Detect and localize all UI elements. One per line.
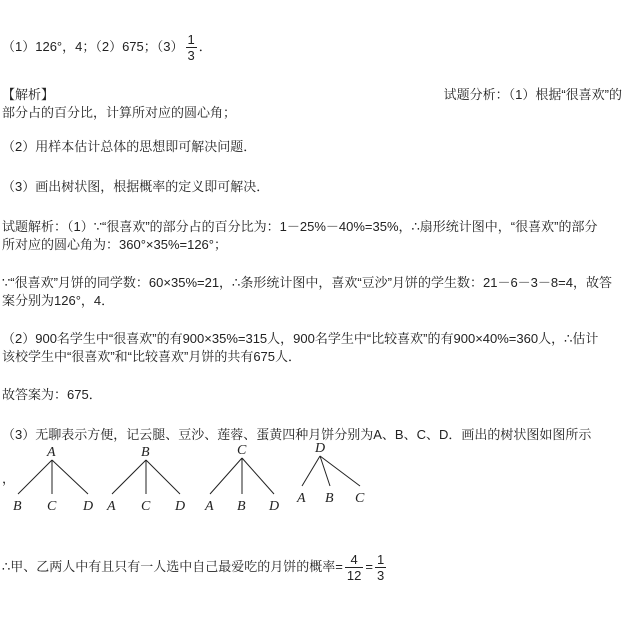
solution-line-9: ， [2, 471, 16, 486]
probability-fraction-1-denominator: 12 [346, 568, 362, 583]
solution-line-6: 该校学生中“很喜欢”和“比较喜欢”月饼的共有675人． [2, 349, 302, 364]
answer-suffix: ． [198, 38, 212, 54]
tree-branch [52, 460, 88, 494]
probability-fraction-1-numerator: 4 [345, 552, 363, 568]
probability-equals: = [365, 558, 373, 574]
tree-leaf-label: C [355, 491, 365, 506]
tree-branch [320, 456, 330, 486]
tree-A [13, 445, 93, 514]
analysis-line-3: （2）用样本估计总体的思想即可解决问题． [2, 139, 257, 154]
tree-leaf-label: A [107, 499, 116, 514]
tree-leaf-label: A [297, 491, 306, 506]
tree-B [106, 445, 185, 514]
probability-fraction-2-denominator: 3 [376, 568, 385, 583]
answer-prefix: （1）126°，4；（2）675；（3） [2, 38, 184, 54]
solution-line-4: 案分别为126°，4． [2, 293, 115, 308]
solution-line-3: ∵“很喜欢”月饼的同学数：60×35%=21，∴条形统计图中，喜欢“豆沙”月饼的学生数：21－6－3－8=4，故答 [2, 275, 612, 290]
tree-root-label: D [315, 441, 326, 456]
answer-line [2, 32, 212, 63]
tree-diagram [0, 440, 380, 520]
tree-leaf-label: D [83, 499, 94, 514]
tree-root-label: A [47, 445, 56, 460]
probability-fraction-1 [345, 552, 363, 583]
solution-line-1: 试题解析：（1）∵“很喜欢”的部分占的百分比为：1－25%－40%=35%，∴扇形统计图中，“很喜欢”的部分 [2, 219, 598, 234]
solution-line-8: （3）无聊表示方便，记云腿、豆沙、莲蓉、蛋黄四种月饼分别为A、B、C、D．画出的树状图如图所示 [2, 427, 592, 442]
tree-branch [302, 456, 320, 486]
tree-branch [18, 460, 52, 494]
probability-text: ∴甲、乙两人中有且只有一人选中自己最爱吃的月饼的概率= [2, 558, 343, 574]
tree-leaf-label: B [325, 491, 334, 506]
answer-fraction-numerator: 1 [187, 32, 195, 47]
solution-line-5: （2）900名学生中“很喜欢”的有900×35%=315人，900名学生中“比较喜欢”的有900×40%=360人，∴估计 [2, 331, 599, 346]
probability-fraction-2-numerator: 1 [376, 552, 385, 567]
analysis-heading: 【解析】 [2, 87, 55, 102]
solution-line-7: 故答案为：675． [2, 387, 102, 402]
probability-fraction-2 [375, 552, 386, 583]
analysis-intro: 试题分析：（1）根据“很喜欢”的 [443, 87, 622, 102]
tree-leaf-label: C [47, 499, 57, 514]
tree-root-label: C [237, 443, 247, 458]
solution-line-2: 所对应的圆心角为：360°×35%=126°； [2, 237, 227, 252]
tree-branch [210, 458, 242, 494]
tree-leaf-label: C [141, 499, 151, 514]
analysis-line-4: （3）画出树状图，根据概率的定义即可解决． [2, 179, 270, 194]
tree-branch [146, 460, 180, 494]
tree-leaf-label: D [175, 499, 186, 514]
tree-leaf-label: B [237, 499, 246, 514]
tree-leaf-label: B [13, 499, 22, 514]
tree-leaf-label: D [269, 499, 280, 514]
tree-branch [320, 456, 360, 486]
analysis-line-2: 部分占的百分比，计算所对应的圆心角； [2, 105, 237, 120]
tree-leaf-label: A [205, 499, 214, 514]
tree-D [296, 441, 365, 506]
tree-branch [242, 458, 274, 494]
tree-branch [112, 460, 146, 494]
tree-C [204, 443, 279, 514]
answer-fraction [186, 32, 197, 63]
tree-root-label: B [141, 445, 150, 460]
answer-fraction-denominator: 3 [187, 48, 195, 63]
probability-line [2, 552, 388, 583]
